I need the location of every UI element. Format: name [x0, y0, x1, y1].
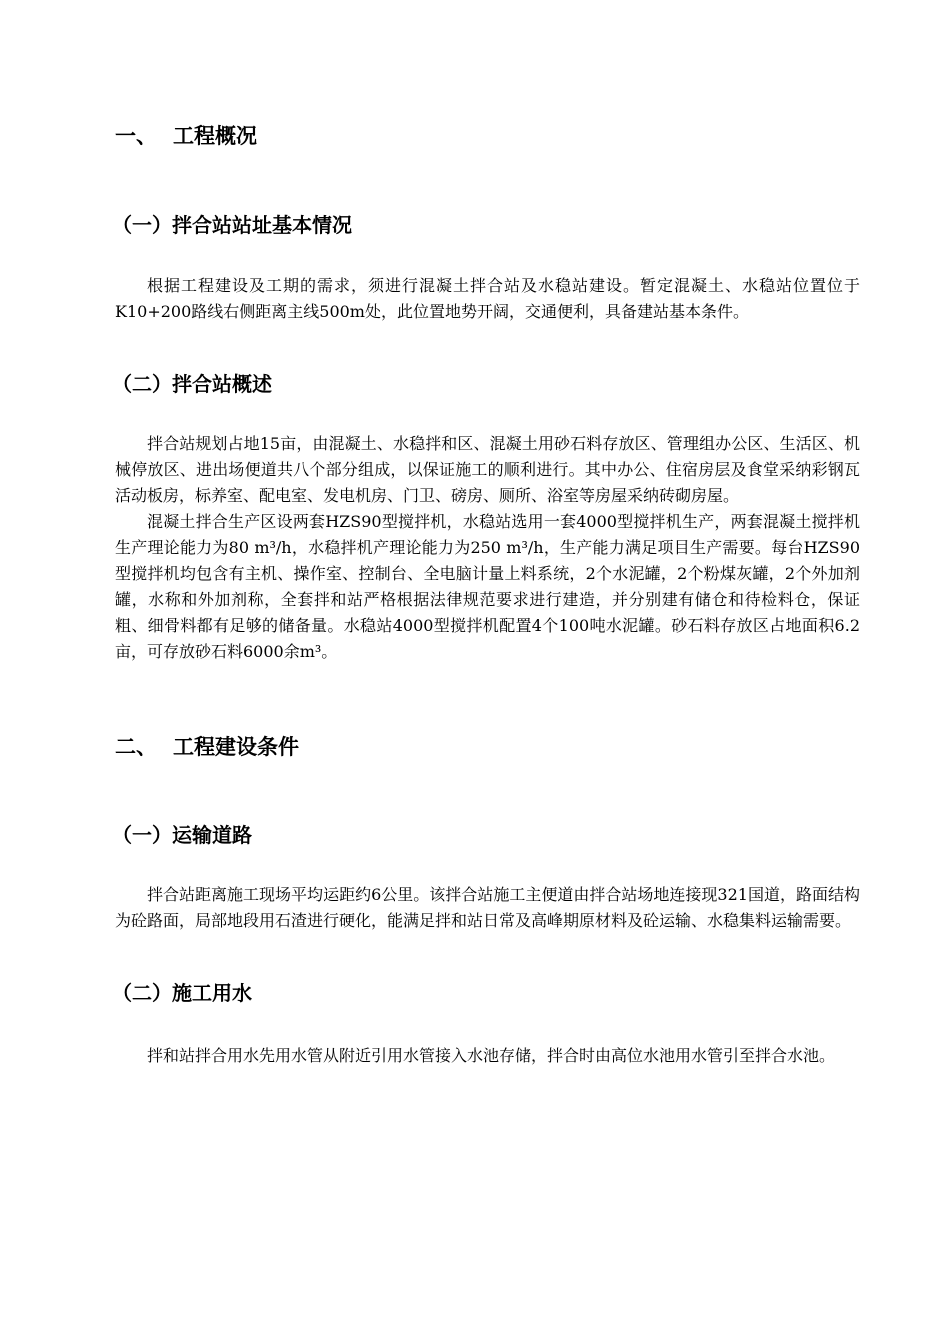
subsection-heading: （一）运输道路 [112, 823, 252, 847]
subsection-heading: （二）施工用水 [112, 981, 252, 1005]
subsection-heading: （二）拌合站概述 [112, 372, 272, 396]
paragraph: 混凝土拌合生产区设两套HZS90型搅拌机，水稳站选用一套4000型搅拌机生产，两套混凝土搅拌机生产理论能力为80 m³/h，水稳拌机产理论能力为250 m³/h，生产能力满足项目生产需要。每台HZS90型搅拌机均包含有主机、操作室、控制台、全电脑计量上料系统，2个水泥罐，2个粉煤灰罐，2个外加剂罐，水称和外加剂称，全套拌和站严格根据法律规范要求进行建造，并分别建有储仓和待检料仓，保证粗、细骨料都有足够的储备量。水稳站4000型搅拌机配置4个100吨水泥罐。砂石料存放区占地面积6.2亩，可存放砂石料6000余m³。 [115, 512, 860, 661]
section-number: 一、 [115, 124, 157, 148]
section-title: 工程建设条件 [173, 735, 299, 759]
paragraph: 根据工程建设及工期的需求，须进行混凝土拌合站及水稳站建设。暂定混凝土、水稳站位置位于K10+200路线右侧距离主线500m处，此位置地势开阔，交通便利，具备建站基本条件。 [115, 276, 860, 321]
body-paragraph-block [115, 273, 860, 325]
body-paragraph-block [115, 431, 860, 665]
paragraph: 拌合站规划占地15亩，由混凝土、水稳拌和区、混凝土用砂石料存放区、管理组办公区、生活区、机械停放区、进出场便道共八个部分组成，以保证施工的顺利进行。其中办公、住宿房层及食堂采纳彩钢瓦活动板房，标养室、配电室、发电机房、门卫、磅房、厕所、浴室等房屋采纳砖砌房屋。 [115, 434, 860, 505]
section-heading-2 [115, 734, 299, 760]
subsection-heading: （一）拌合站站址基本情况 [112, 213, 352, 237]
body-paragraph-block [115, 882, 860, 934]
section-number: 二、 [115, 735, 157, 759]
paragraph: 拌和站拌合用水先用水管从附近引用水管接入水池存储，拌合时由高位水池用水管引至拌合水池。 [147, 1046, 836, 1065]
section-title: 工程概况 [173, 124, 257, 148]
paragraph: 拌合站距离施工现场平均运距约6公里。该拌合站施工主便道由拌合站场地连接现321国道，路面结构为砼路面，局部地段用石渣进行硬化，能满足拌和站日常及高峰期原材料及砼运输、水稳集料运输需要。 [115, 885, 860, 930]
section-heading-1 [115, 123, 257, 149]
body-paragraph-block [115, 1043, 860, 1069]
